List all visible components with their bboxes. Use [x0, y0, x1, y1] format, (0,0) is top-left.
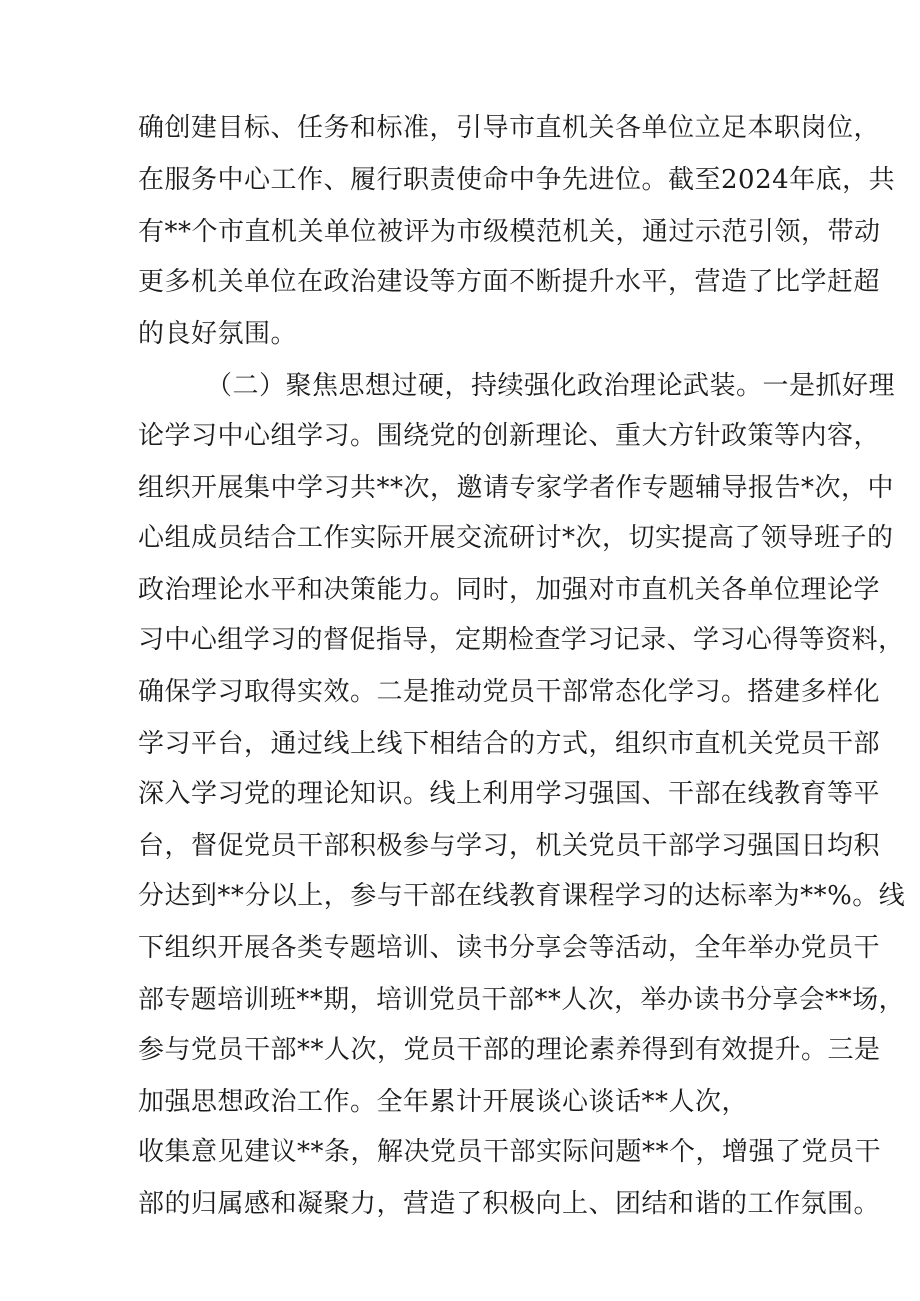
- text-line: 深入学习党的理论知识。线上利用学习强国、干部在线教育等平: [138, 779, 881, 809]
- text-line: 学习平台，通过线上线下相结合的方式，组织市直机关党员干部: [138, 729, 881, 759]
- text-line: 收集意见建议**条，解决党员干部实际问题**个，增强了党员干: [138, 1137, 882, 1167]
- text-line: 政治理论水平和决策能力。同时，加强对市直机关各单位理论学: [138, 575, 881, 605]
- text-line: 台，督促党员干部积极参与学习，机关党员干部学习强国日均积: [138, 831, 881, 861]
- text-line: 论学习中心组学习。围绕党的创新理论、重大方针政策等内容，: [138, 421, 881, 451]
- text-line: 部的归属感和凝聚力，营造了积极向上、团结和谐的工作氛围。: [138, 1189, 881, 1219]
- text-line: 分达到**分以上，参与干部在线教育课程学习的达标率为**%。线: [138, 881, 906, 911]
- text-line: 确保学习取得实效。二是推动党员干部常态化学习。搭建多样化: [138, 677, 881, 707]
- section-heading-line: （二）聚焦思想过硬，持续强化政治理论武装。一是抓好理: [206, 371, 896, 401]
- text-line: 的良好氛围。: [138, 319, 298, 349]
- text-line: 习中心组学习的督促指导，定期检查学习记录、学习心得等资料，: [138, 625, 905, 655]
- text-line: 组织开展集中学习共**次，邀请专家学者作专题辅导报告*次，中: [138, 473, 895, 503]
- text-line: 确创建目标、任务和标准，引导市直机关各单位立足本职岗位，: [138, 113, 881, 143]
- text-line: 下组织开展各类专题培训、读书分享会等活动，全年举办党员干: [138, 933, 881, 963]
- text-line: 参与党员干部**人次，党员干部的理论素养得到有效提升。三是: [138, 1035, 881, 1065]
- text-line: 更多机关单位在政治建设等方面不断提升水平，营造了比学赶超: [138, 267, 881, 297]
- text-line: 在服务中心工作、履行职责使命中争先进位。截至2024年底，共: [138, 165, 896, 195]
- text-line: 部专题培训班**期，培训党员干部**人次，举办读书分享会**场，: [138, 985, 906, 1015]
- text-line: 加强思想政治工作。全年累计开展谈心谈话**人次，: [138, 1087, 749, 1117]
- text-line: 心组成员结合工作实际开展交流研讨*次，切实提高了领导班子的: [138, 523, 894, 553]
- text-line: 有**个市直机关单位被评为市级模范机关，通过示范引领，带动: [138, 217, 881, 247]
